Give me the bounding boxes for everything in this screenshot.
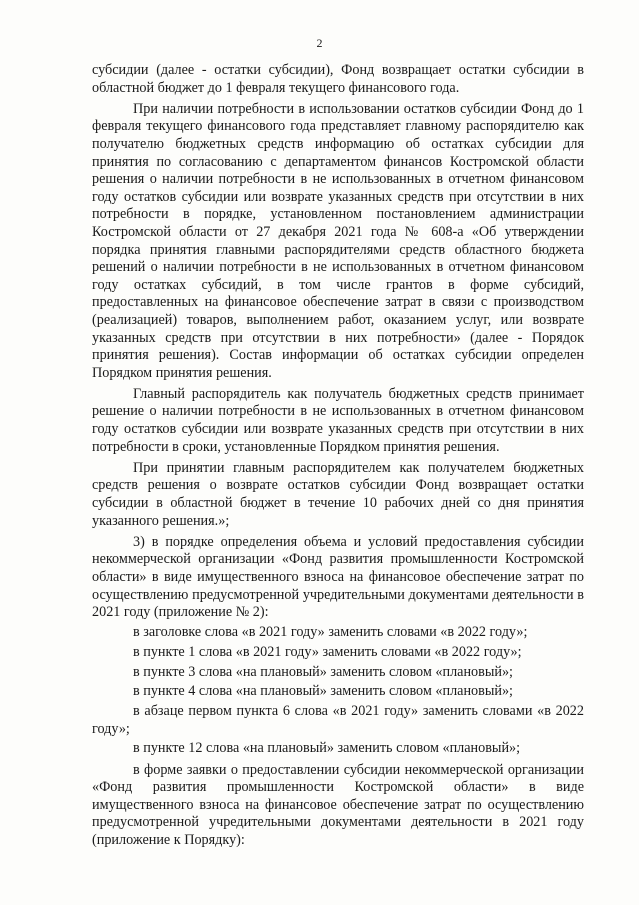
paragraph-main-manager-decision: Главный распорядитель как получатель бюджетных средств принимает решение о наличии потребности в не использованных в отчетном финансовом году остатков субсидии или возврате указанных средств при отсутствии в них потребности в сроки, установленные Порядком принятия решения.	[92, 385, 584, 455]
amendment-point-1: в пункте 1 слова «в 2021 году» заменить словами «в 2022 году»;	[133, 643, 522, 660]
amendment-title: в заголовке слова «в 2021 году» заменить словами «в 2022 году»;	[133, 623, 528, 640]
amendment-point-3: в пункте 3 слова «на плановый» заменить словом «плановый»;	[133, 663, 513, 680]
amendment-point-12: в пункте 12 слова «на плановый» заменить словом «плановый»;	[133, 740, 521, 757]
paragraph-return-decision: При принятии главным распорядителем как получателем бюджетных средств решения о возврате остатков субсидии Фонд возвращает остатки субсидии в областной бюджет в течение 10 рабочих дней со дня принятия указанного решения.»;	[92, 459, 584, 529]
paragraph-item-3: 3) в порядке определения объема и условий предоставления субсидии некоммерческой организации «Фонд развития промышленности Костромской области» в виде имущественного взноса на финансовое обеспечение затрат по осуществлению предусмотренной учредительными документами деятельности в 2021 году (приложение № 2):	[92, 533, 584, 621]
page-number: 2	[316, 36, 323, 50]
paragraph-need-for-remainders: При наличии потребности в использовании остатков субсидии Фонд до 1 февраля текущего финансового года представляет главному распорядителю как получателю бюджетных средств информацию об остатках субсидии для принятия по согласованию с департаментом финансов Костромской области решения о наличии потребности в не использованных в отчетном финансовом году остатков субсидии или возврате указанных средств при отсутствии в них потребности в порядке, установленном постановлением администрации Костромской области от 27 декабря 2021 года № 608-а «Об утверждении порядка принятия главными распорядителями средств областного бюджета решений о наличии потребности в не использованных в отчетном финансовом году остатках субсидий, в том числе грантов в форме субсидий, предоставленных на финансовое обеспечение затрат в связи с производством (реализацией) товаров, выполнением работ, оказанием услуг, или возврате указанных средств при отсутствии в них потребности» (далее - Порядок принятия решения). Состав информации об остатках субсидии определен Порядком принятия решения.	[92, 100, 584, 381]
paragraph-subsidy-return: субсидии (далее - остатки субсидии), Фонд возвращает остатки субсидии в областной бюджет до 1 февраля текущего финансового года.	[92, 62, 584, 96]
amendment-point-4: в пункте 4 слова «на плановый» заменить словом «плановый»;	[133, 683, 513, 700]
amendment-point-6: в абзаце первом пункта 6 слова «в 2021 году» заменить словами «в 2022 году»;	[92, 703, 584, 737]
amendment-application-form: в форме заявки о предоставлении субсидии некоммерческой организации «Фонд развития промышленности Костромской области» в виде имущественного взноса на финансовое обеспечение затрат по осуществлению предусмотренной учредительными документами деятельности в 2021 году (приложение к Порядку):	[92, 761, 584, 849]
